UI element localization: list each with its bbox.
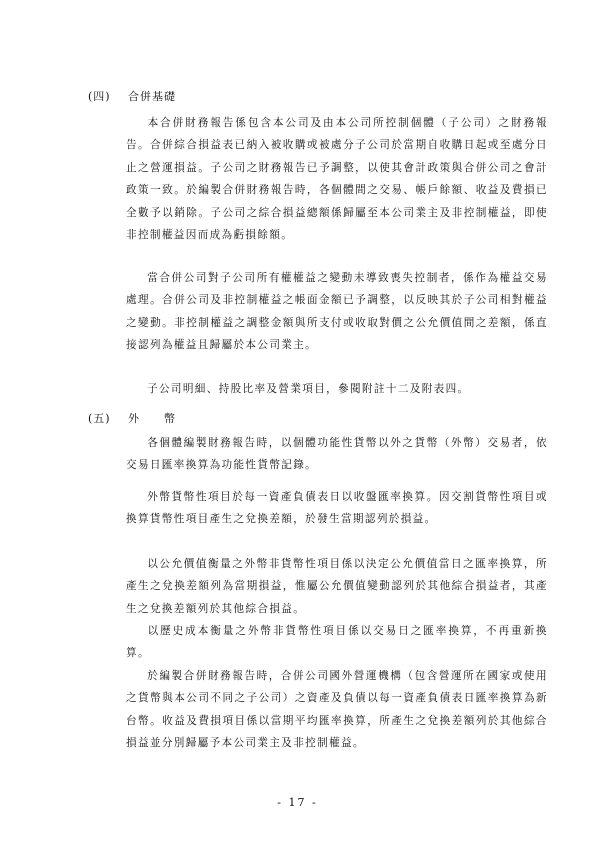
- paragraph: 以公允價值衡量之外幣非貨幣性項目係以決定公允價值當日之匯率換算，所產生之兌換差額列為當期損益，惟屬公允價值變動認列於其他綜合損益者，其產生之兌換差額列於其他綜合損益。: [126, 558, 548, 615]
- paragraph: 外幣貨幣性項目於每一資產負債表日以收盤匯率換算。因交割貨幣性項目或換算貨幣性項目產生之兌換差額，於發生當期認列於損益。: [126, 491, 548, 526]
- paragraph: 當合併公司對子公司所有權權益之變動未導致喪失控制者，係作為權益交易處理。合併公司及非控制權益之帳面金額已予調整，以反映其於子公司相對權益之變動。非控制權益之調整金額與所支付或收取對價之公允價值間之差額，係直接認列為權益且歸屬於本公司業主。: [126, 272, 548, 352]
- section-heading-foreign-currency: [88, 410, 176, 426]
- paragraph: 本合併財務報告係包含本公司及由本公司所控制個體（子公司）之財務報告。合併綜合損益表已納入被收購或被處分子公司於當期自收購日起或至處分日止之營運損益。子公司之財務報告已予調整，以使其會計政策與合併公司之會計政策一致。於編製合併財務報告時，各個體間之交易、帳戶餘額、收益及費損已全數予以銷除。子公司之綜合損益總額係歸屬至本公司業主及非控制權益，即使非控制權益因而成為虧損餘額。: [126, 117, 548, 242]
- section-title: 外 幣: [128, 412, 176, 425]
- section-number: (五): [88, 412, 111, 425]
- section-heading-consolidation: [88, 88, 176, 104]
- paragraph: 子公司明細、持股比率及營業項目，參閱附註十二及附表四。: [147, 383, 470, 395]
- paragraph: 於編製合併財務報告時，合併公司國外營運機構（包含營運所在國家或使用之貨幣與本公司不同之子公司）之資產及負債以每一資產負債表日匯率換算為新台幣。收益及費損項目係以當期平均匯率換算，所產生之兌換差額列於其他綜合損益並分別歸屬予本公司業主及非控制權益。: [126, 670, 548, 750]
- paragraph: 各個體編製財務報告時，以個體功能性貨幣以外之貨幣（外幣）交易者，依交易日匯率換算為功能性貨幣記錄。: [126, 437, 548, 472]
- section-title: 合併基礎: [128, 90, 176, 103]
- section-number: (四): [88, 90, 111, 103]
- page-number: - 17 -: [277, 796, 318, 809]
- paragraph: 以歷史成本衡量之外幣非貨幣性項目係以交易日之匯率換算，不再重新換算。: [126, 625, 548, 660]
